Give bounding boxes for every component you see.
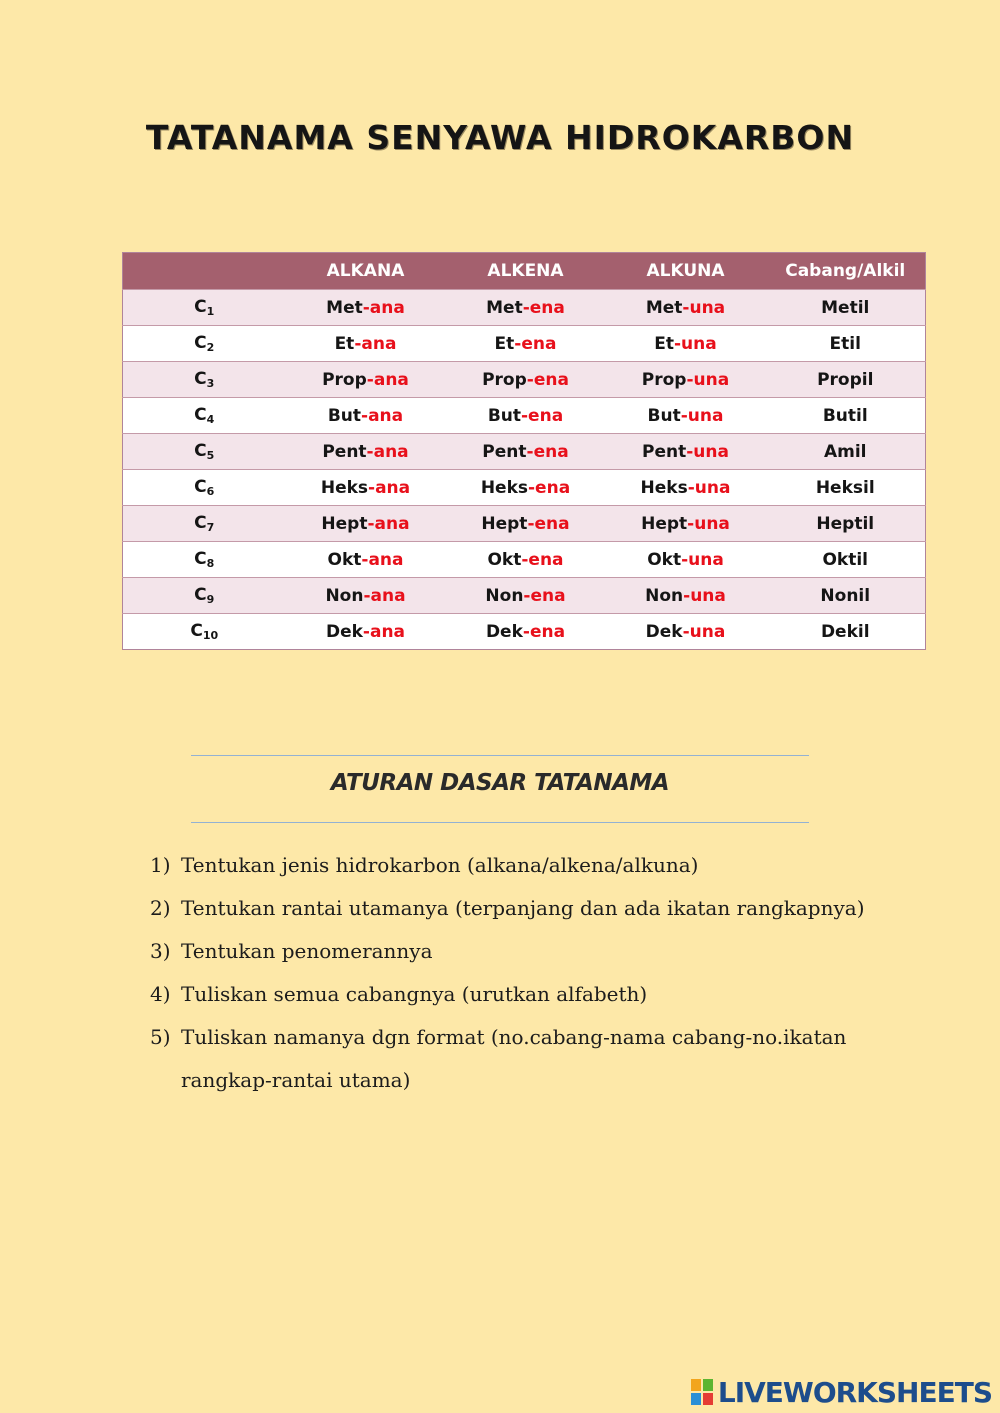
alkuna-name-cell — [606, 434, 766, 470]
name-suffix: -una — [686, 369, 730, 390]
name-suffix: -ana — [362, 621, 406, 642]
list-item — [150, 887, 910, 930]
carbon-subscript: 1 — [206, 305, 215, 318]
carbon-symbol: C — [194, 441, 207, 461]
carbon-count-cell — [123, 398, 286, 434]
liveworksheets-logo[interactable] — [691, 1374, 992, 1410]
alkena-name-cell — [446, 362, 606, 398]
carbon-count-cell — [123, 326, 286, 362]
alkana-name-cell — [286, 434, 446, 470]
logo-text: LIVEWORKSHEETS — [717, 1375, 992, 1409]
name-suffix: -ena — [514, 333, 557, 354]
name-stem: Met — [645, 297, 683, 318]
carbon-count-cell — [123, 434, 286, 470]
alkena-name-cell — [446, 506, 606, 542]
alkyl-name-cell: Etil — [766, 326, 926, 362]
carbon-count-cell — [123, 542, 286, 578]
carbon-count-cell — [123, 578, 286, 614]
name-stem: Prop — [641, 369, 687, 390]
alkana-name-cell — [286, 398, 446, 434]
alkyl-name-cell: Amil — [766, 434, 926, 470]
table-row — [123, 614, 926, 650]
name-stem: Dek — [325, 621, 363, 642]
rule-text: Tentukan penomerannya — [181, 939, 433, 963]
name-stem: Met — [486, 297, 523, 318]
name-stem: Dek — [485, 621, 523, 642]
rule-number: 1) — [150, 853, 171, 877]
alkyl-name-cell: Nonil — [766, 578, 926, 614]
name-suffix: -una — [683, 585, 726, 606]
name-suffix: -ena — [521, 549, 564, 570]
carbon-subscript: 8 — [206, 557, 215, 570]
carbon-subscript: 9 — [206, 593, 215, 606]
carbon-symbol: C — [190, 621, 203, 641]
alkana-name-cell — [286, 542, 446, 578]
table-row — [123, 434, 926, 470]
name-stem: Dek — [645, 621, 683, 642]
alkena-name-cell — [446, 614, 606, 650]
section-subtitle: ATURAN DASAR TATANAMA — [330, 770, 670, 796]
alkana-name-cell — [286, 470, 446, 506]
alkyl-name-cell: Metil — [766, 290, 926, 326]
name-stem: Met — [326, 297, 363, 318]
rule-text: Tentukan jenis hidrokarbon (alkana/alkena/alkuna) — [181, 853, 699, 877]
table-row — [123, 470, 926, 506]
alkana-name-cell — [286, 506, 446, 542]
carbon-subscript: 2 — [206, 341, 215, 354]
carbon-count-cell — [123, 362, 286, 398]
carbon-symbol: C — [194, 585, 207, 605]
carbon-subscript: 3 — [206, 377, 215, 390]
name-suffix: -ana — [366, 369, 409, 390]
nomenclature-table — [122, 252, 926, 650]
carbon-count-cell — [123, 290, 286, 326]
alkena-name-cell — [446, 542, 606, 578]
name-stem: Non — [325, 585, 364, 606]
name-suffix: -ana — [363, 585, 406, 606]
table-row — [123, 506, 926, 542]
name-suffix: -una — [682, 297, 726, 318]
rule-number: 5) — [150, 1025, 171, 1049]
header-alkana: ALKANA — [286, 253, 446, 290]
name-suffix: -una — [686, 441, 729, 462]
carbon-subscript: 10 — [202, 629, 219, 642]
name-suffix: -ena — [522, 621, 566, 642]
alkena-name-cell — [446, 578, 606, 614]
alkana-name-cell — [286, 326, 446, 362]
name-stem: Prop — [482, 369, 527, 390]
name-stem: Okt — [327, 549, 362, 570]
alkyl-name-cell: Heksil — [766, 470, 926, 506]
carbon-subscript: 5 — [206, 449, 215, 462]
rule-number: 4) — [150, 982, 171, 1006]
name-suffix: -ana — [366, 441, 409, 462]
alkuna-name-cell — [606, 614, 766, 650]
name-stem: Okt — [647, 549, 682, 570]
name-stem: Hept — [321, 513, 368, 534]
name-stem: Pent — [322, 441, 367, 462]
alkuna-name-cell — [606, 290, 766, 326]
carbon-subscript: 6 — [206, 485, 215, 498]
name-suffix: -ena — [521, 405, 564, 426]
name-suffix: -ena — [522, 297, 565, 318]
name-suffix: -una — [681, 549, 724, 570]
alkena-name-cell — [446, 326, 606, 362]
name-stem: But — [327, 405, 362, 426]
rule-text: Tuliskan semua cabangnya (urutkan alfabeth) — [181, 982, 648, 1006]
table-row — [123, 542, 926, 578]
name-stem: Hept — [481, 513, 528, 534]
name-suffix: -ana — [367, 513, 410, 534]
carbon-count-cell — [123, 506, 286, 542]
alkuna-name-cell — [606, 326, 766, 362]
list-item — [150, 930, 910, 973]
rules-list — [150, 844, 910, 1102]
header-alkuna: ALKUNA — [606, 253, 766, 290]
rule-text: Tuliskan namanya dgn format (no.cabang-nama cabang-no.ikatan rangkap-rantai utama) — [181, 1025, 847, 1092]
name-stem: Non — [645, 585, 684, 606]
rule-number: 2) — [150, 896, 171, 920]
alkuna-name-cell — [606, 578, 766, 614]
rule-text: Tentukan rantai utamanya (terpanjang dan ada ikatan rangkapnya) — [181, 896, 865, 920]
alkuna-name-cell — [606, 470, 766, 506]
divider-bottom — [191, 822, 809, 823]
name-suffix: -ena — [527, 513, 570, 534]
alkena-name-cell — [446, 470, 606, 506]
alkana-name-cell — [286, 290, 446, 326]
alkuna-name-cell — [606, 362, 766, 398]
header-alkil: Cabang/Alkil — [766, 253, 926, 290]
carbon-count-cell — [123, 470, 286, 506]
table-row — [123, 398, 926, 434]
rule-number: 3) — [150, 939, 171, 963]
carbon-symbol: C — [194, 513, 207, 533]
alkena-name-cell — [446, 398, 606, 434]
name-suffix: -ana — [354, 333, 397, 354]
list-item — [150, 1016, 910, 1102]
table-row — [123, 290, 926, 326]
name-stem: Et — [334, 333, 355, 354]
alkyl-name-cell: Heptil — [766, 506, 926, 542]
carbon-subscript: 4 — [206, 413, 215, 426]
name-suffix: -una — [682, 621, 726, 642]
alkena-name-cell — [446, 290, 606, 326]
carbon-symbol: C — [194, 369, 207, 389]
name-stem: Heks — [320, 477, 369, 498]
name-suffix: -ena — [526, 369, 569, 390]
table-row — [123, 326, 926, 362]
table-header-row — [123, 253, 926, 290]
name-stem: Et — [494, 333, 515, 354]
carbon-symbol: C — [194, 333, 207, 353]
carbon-symbol: C — [194, 297, 207, 317]
page-title: TATANAMA SENYAWA HIDROKARBON — [145, 118, 855, 157]
name-suffix: -ana — [361, 405, 404, 426]
carbon-count-cell — [123, 614, 286, 650]
alkyl-name-cell: Oktil — [766, 542, 926, 578]
name-stem: Heks — [480, 477, 528, 498]
name-suffix: -una — [687, 477, 731, 498]
carbon-symbol: C — [194, 477, 207, 497]
table-row — [123, 362, 926, 398]
alkyl-name-cell: Dekil — [766, 614, 926, 650]
name-stem: But — [487, 405, 521, 426]
divider-top — [191, 755, 809, 756]
name-suffix: -ana — [368, 477, 411, 498]
carbon-symbol: C — [194, 549, 207, 569]
alkyl-name-cell: Butil — [766, 398, 926, 434]
liveworksheets-logo-icon — [691, 1379, 715, 1405]
name-stem: Okt — [487, 549, 522, 570]
name-stem: Hept — [641, 513, 688, 534]
name-stem: Pent — [642, 441, 687, 462]
name-suffix: -ana — [362, 297, 405, 318]
name-suffix: -ena — [526, 441, 569, 462]
alkyl-name-cell: Propil — [766, 362, 926, 398]
alkana-name-cell — [286, 614, 446, 650]
name-suffix: -ena — [528, 477, 571, 498]
name-stem: Prop — [322, 369, 367, 390]
alkuna-name-cell — [606, 506, 766, 542]
header-carbon — [123, 253, 286, 290]
alkena-name-cell — [446, 434, 606, 470]
table-row — [123, 578, 926, 614]
name-suffix: -una — [687, 513, 730, 534]
name-stem: Et — [654, 333, 674, 354]
name-stem: Non — [485, 585, 524, 606]
carbon-subscript: 7 — [206, 521, 215, 534]
name-suffix: -ana — [361, 549, 404, 570]
alkana-name-cell — [286, 578, 446, 614]
header-alkena: ALKENA — [446, 253, 606, 290]
name-suffix: -ena — [523, 585, 566, 606]
alkuna-name-cell — [606, 398, 766, 434]
alkana-name-cell — [286, 362, 446, 398]
name-stem: But — [647, 405, 681, 426]
alkuna-name-cell — [606, 542, 766, 578]
name-suffix: -una — [674, 333, 717, 354]
list-item — [150, 973, 910, 1016]
carbon-symbol: C — [194, 405, 207, 425]
list-item — [150, 844, 910, 887]
name-suffix: -una — [680, 405, 724, 426]
name-stem: Pent — [482, 441, 527, 462]
name-stem: Heks — [640, 477, 688, 498]
